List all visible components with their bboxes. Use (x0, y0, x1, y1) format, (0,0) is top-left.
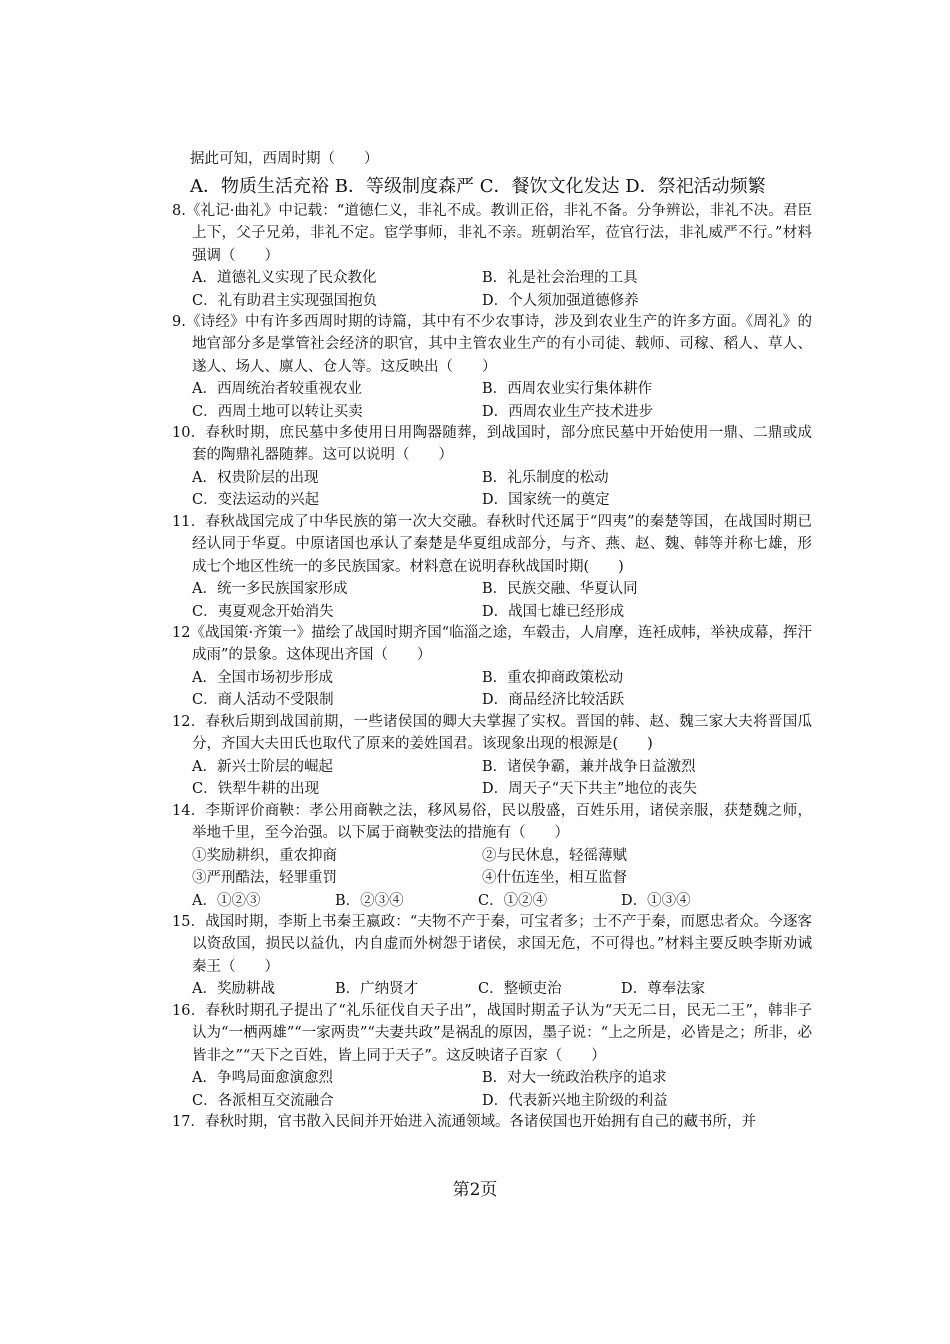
option: B．民族交融、华夏认同 (482, 581, 638, 598)
question-text: 10．春秋时期，庶民墓中多使用日用陶器随葬，到战国时，部分庶民墓中开始使用一鼎、二鼎或成套的陶鼎礼器随葬。这可以说明（ ） (172, 425, 812, 464)
option: B．对大一统政治秩序的追求 (482, 1070, 667, 1087)
question-text: 11．春秋战国完成了中华民族的第一次大交融。春秋时代还属于“四夷”的秦楚等国，在战国时期已经认同于华夏。中原诸国也承认了秦楚是华夏组成部分，与齐、燕、赵、魏、韩等并称七雄，形成七个地区性统一的多民族国家。材料意在说明春秋战国时期( ) (172, 514, 812, 575)
statement: ②与民休息，轻徭薄赋 (482, 847, 627, 864)
question-text: 16．春秋时期孔子提出了“礼乐征伐自天子出”，战国时期孟子认为“天无二日，民无二王”，韩非子认为“一栖两雄”“一家两贵”“夫妻共政”是祸乱的原因，墨子说：“上之所是，必皆是之；所非，必皆非之”“天下之百姓，皆上同于天子”。这反映诸子百家（ ） (172, 1003, 812, 1064)
options (172, 1067, 812, 1112)
question-text: 15．战国时期，李斯上书秦王嬴政：“夫物不产于秦，可宝者多；士不产于秦，而愿忠者众。今逐客以资敌国，损民以益仇，内自虚而外树怨于诸侯，求国无危，不可得也。”材料主要反映李斯劝诫秦王（ ） (172, 914, 812, 975)
option: B．重农抑商政策松动 (482, 669, 624, 686)
question-text: 8.《礼记·曲礼》中记载：“道德仁义，非礼不成。教训正俗，非礼不备。分争辨讼，非礼不决。君臣上下，父子兄弟，非礼不定。宦学事师，非礼不亲。班朝治军，莅官行法，非礼威严不行。”材料强调（ ） (172, 203, 812, 264)
option: C．商人活动不受限制 (192, 692, 334, 709)
option: B．广纳贤才 (335, 981, 419, 998)
option: A．权贵阶层的出现 (192, 469, 319, 486)
question-12b (172, 711, 812, 801)
option: C．各派相互交流融合 (192, 1092, 334, 1109)
option: C．礼有助君主实现强国抱负 (192, 292, 378, 309)
question-17 (172, 1111, 812, 1133)
question-16 (172, 1000, 812, 1112)
question-7-stem: 据此可知，西周时期（ ） (190, 151, 379, 167)
option: B．②③④ (335, 892, 404, 909)
option: D．代表新兴地主阶级的利益 (482, 1092, 668, 1109)
question-12a (172, 622, 812, 712)
options (172, 467, 812, 512)
option: A．奖励耕战 (192, 981, 275, 998)
question-11 (172, 511, 812, 623)
option: C．铁犁牛耕的出现 (192, 781, 320, 798)
option: C．整顿吏治 (478, 981, 562, 998)
question-10 (172, 422, 812, 512)
option: B．等级制度森严 (334, 176, 474, 197)
option: C．西周土地可以转让买卖 (192, 403, 363, 420)
page-number: 第2页 (452, 1180, 498, 1200)
option: A．争鸣局面愈演愈烈 (192, 1070, 333, 1087)
option: B．诸侯争霸，兼并战争日益激烈 (482, 758, 696, 775)
options (172, 978, 812, 1000)
option: D．西周农业生产技术进步 (482, 403, 654, 420)
option: D．尊奉法家 (621, 981, 706, 998)
question-8 (172, 200, 812, 312)
option: D．周天子“天下共主”地位的丧失 (482, 781, 697, 798)
option: C．变法运动的兴起 (192, 492, 320, 509)
option: C．餐饮文化发达 (479, 176, 620, 197)
option: D．商品经济比较活跃 (482, 692, 625, 709)
option: A．物质生活充裕 (190, 176, 329, 197)
statement: ①奖励耕织，重农抑商 (192, 847, 337, 864)
options (172, 267, 812, 312)
option: A．新兴士阶层的崛起 (192, 758, 333, 775)
statement: ④什伍连坐，相互监督 (482, 870, 627, 887)
option: B．西周农业实行集体耕作 (482, 381, 653, 398)
option: A．①②③ (192, 892, 261, 909)
options (172, 756, 812, 801)
options (172, 578, 812, 623)
option: C．①②④ (478, 892, 548, 909)
option: D．战国七雄已经形成 (482, 603, 625, 620)
statement: ③严刑酷法，轻罪重罚 (192, 870, 337, 887)
options (172, 890, 812, 912)
question-7-options (190, 172, 766, 198)
option: D．①③④ (621, 892, 691, 909)
option: D．个人须加强道德修养 (482, 292, 639, 309)
option: B．礼是社会治理的工具 (482, 270, 638, 287)
option: A．统一多民族国家形成 (192, 581, 348, 598)
option: C．夷夏观念开始消失 (192, 603, 334, 620)
option: D．国家统一的奠定 (482, 492, 610, 509)
option: B．礼乐制度的松动 (482, 469, 609, 486)
option: A．道德礼义实现了民众教化 (192, 270, 377, 287)
options (172, 667, 812, 712)
question-text: 14．李斯评价商鞅：孝公用商鞅之法，移风易俗，民以殷盛，百姓乐用，诸侯亲服，获楚魏之师，举地千里，至今治强。以下属于商鞅变法的措施有（ ） (172, 803, 812, 842)
options (172, 378, 812, 423)
option: A．全国市场初步形成 (192, 669, 333, 686)
option: A．西周统治者较重视农业 (192, 381, 362, 398)
question-text: 12．春秋后期到战国前期，一些诸侯国的卿大夫掌握了实权。晋国的韩、赵、魏三家大夫将晋国瓜分，齐国大夫田氏也取代了原来的姜姓国君。该现象出现的根源是( ) (172, 714, 812, 753)
question-text: 12《战国策·齐策一》描绘了战国时期齐国“临淄之途，车毂击，人肩摩，连衽成帏，举袂成幕，挥汗成雨”的景象。这体现出齐国（ ） (172, 625, 812, 664)
question-15 (172, 911, 812, 1001)
question-text: 17．春秋时期，官书散入民间并开始进入流通领域。各诸侯国也开始拥有自己的藏书所，并 (172, 1114, 756, 1130)
question-text: 9.《诗经》中有许多西周时期的诗篇，其中有不少农事诗，涉及到农业生产的许多方面。《周礼》的地官部分多是掌管社会经济的职官，其中主管农业生产的有小司徒、载师、司稼、稻人、草人、遂人、场人、廪人、仓人等。这反映出（ ） (172, 314, 812, 375)
option: D．祭祀活动频繁 (625, 176, 766, 197)
statements (172, 845, 812, 890)
question-9 (172, 311, 812, 423)
question-14 (172, 800, 812, 912)
